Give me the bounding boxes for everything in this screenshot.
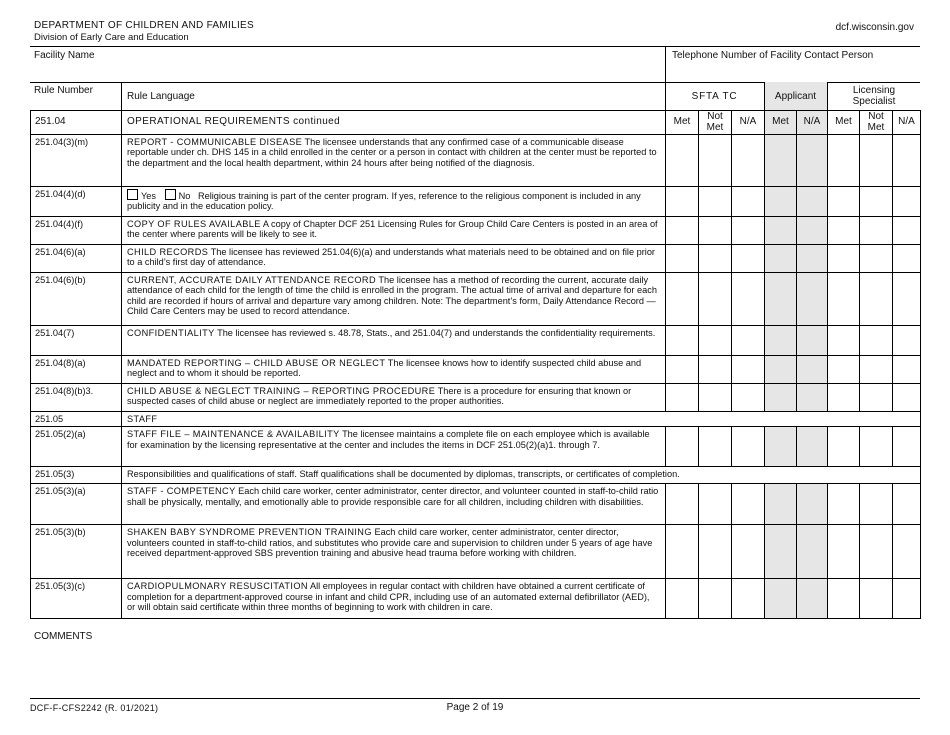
table-row (31, 217, 921, 245)
rule-number: 251.04(6)(b) (31, 273, 122, 326)
specialist-not-met-cell[interactable] (860, 484, 893, 525)
applicant-met-cell[interactable] (765, 579, 797, 619)
rule-number: 251.05(3) (31, 467, 122, 484)
applicant-na-header: N/A (797, 111, 828, 135)
specialist-na-cell[interactable] (893, 187, 921, 217)
sfta-not-met-cell[interactable] (699, 273, 732, 326)
specialist-not-met-cell[interactable] (860, 217, 893, 245)
sfta-met-header: Met (666, 111, 699, 135)
rule-language (122, 484, 666, 525)
specialist-na-cell[interactable] (893, 326, 921, 356)
sfta-met-cell[interactable] (666, 579, 699, 619)
table-row (31, 187, 921, 217)
rule-number: 251.04 (31, 111, 122, 135)
rule-text: Each child care worker, center administrator, center director, and volunteer counted in staff-to-child ratio shall be physically, mentally, and emotionally able to provide responsible care for all children, including children with disabilities. (127, 486, 659, 507)
rule-number: 251.05(2)(a) (31, 427, 122, 467)
specialist-not-met-cell[interactable] (860, 427, 893, 467)
specialist-met-cell[interactable] (828, 326, 860, 356)
section-note: Responsibilities and qualifications of staff. Staff qualifications shall be documented by diplomas, transcripts, or certificates of completion. (122, 467, 921, 484)
table-row (31, 525, 921, 579)
sfta-met-cell[interactable] (666, 135, 699, 187)
rule-language (122, 326, 666, 356)
specialist-na-header: N/A (893, 111, 921, 135)
rule-language (122, 245, 666, 273)
applicant-met-cell[interactable] (765, 187, 797, 217)
table-row (31, 579, 921, 619)
specialist-met-cell[interactable] (828, 579, 860, 619)
rule-language (122, 217, 666, 245)
rule-text: Religious training is part of the center program. If yes, reference to the religious component is included in any publicity and in the education policy. (127, 191, 641, 212)
division-name: Division of Early Care and Education (34, 32, 189, 43)
rule-text: The licensee has reviewed s. 48.78, Stats., and 251.04(7) and understands the confidentiality requirements. (217, 328, 656, 338)
rule-text: The licensee knows how to identify suspected child abuse and neglect and to whom it should be reported. (127, 358, 642, 379)
sfta-na-cell[interactable] (732, 245, 765, 273)
rule-title: CHILD ABUSE & NEGLECT TRAINING – REPORTING PROCEDURE (127, 386, 436, 396)
rule-title: STAFF - COMPETENCY (127, 486, 236, 497)
specialist-not-met-cell[interactable] (860, 135, 893, 187)
specialist-not-met-cell[interactable] (860, 525, 893, 579)
sfta-na-cell[interactable] (732, 217, 765, 245)
applicant-na-cell[interactable] (797, 384, 828, 412)
table-row (31, 111, 921, 135)
rule-number: 251.04(8)(b)3. (31, 384, 122, 412)
yes-label: Yes (141, 191, 156, 201)
rule-text: There is a procedure for ensuring that known or suspected cases of child abuse or neglect are immediately reported to the proper authorities. (127, 386, 632, 407)
rule-title: COPY OF RULES AVAILABLE (127, 219, 261, 229)
footer-rule (30, 698, 920, 699)
specialist-na-cell[interactable] (893, 217, 921, 245)
sfta-na-cell[interactable] (732, 525, 765, 579)
rule-number: 251.05(3)(a) (31, 484, 122, 525)
rule-number: 251.04(8)(a) (31, 356, 122, 384)
sfta-not-met-cell[interactable] (699, 384, 732, 412)
specialist-not-met-cell[interactable] (860, 579, 893, 619)
header-divider-1 (121, 82, 122, 110)
specialist-met-cell[interactable] (828, 217, 860, 245)
applicant-na-cell[interactable] (797, 525, 828, 579)
table-row (31, 427, 921, 467)
rule-language (122, 384, 666, 412)
sfta-not-met-cell[interactable] (699, 217, 732, 245)
header-top-rule (30, 46, 920, 47)
rule-language: OPERATIONAL REQUIREMENTS continued (122, 111, 666, 135)
applicant-met-cell[interactable] (765, 245, 797, 273)
sfta-not-met-cell[interactable] (699, 525, 732, 579)
sfta-met-cell[interactable] (666, 273, 699, 326)
applicant-met-cell[interactable] (765, 273, 797, 326)
facility-divider (665, 46, 666, 82)
applicant-met-cell[interactable] (765, 135, 797, 187)
table-row (31, 384, 921, 412)
sfta-met-cell[interactable] (666, 245, 699, 273)
applicant-na-cell[interactable] (797, 273, 828, 326)
rule-language (122, 525, 666, 579)
applicant-met-cell[interactable] (765, 356, 797, 384)
applicant-header: Applicant (774, 91, 817, 102)
table-row (31, 245, 921, 273)
specialist-na-cell[interactable] (893, 579, 921, 619)
sfta-met-cell[interactable] (666, 525, 699, 579)
applicant-na-cell[interactable] (797, 326, 828, 356)
applicant-na-cell[interactable] (797, 135, 828, 187)
table-row (31, 412, 921, 427)
sfta-na-cell[interactable] (732, 484, 765, 525)
sfta-na-cell[interactable] (732, 135, 765, 187)
no-label: No (178, 191, 191, 201)
facility-name-field[interactable] (34, 64, 654, 78)
comments-field[interactable] (34, 646, 920, 694)
phone-field[interactable] (672, 64, 912, 78)
specialist-not-met-cell[interactable] (860, 326, 893, 356)
sfta-met-cell[interactable] (666, 356, 699, 384)
licensing-specialist-header: Licensing Specialist (852, 85, 896, 107)
specialist-not-met-cell[interactable] (860, 273, 893, 326)
sfta-na-cell[interactable] (732, 326, 765, 356)
specialist-na-cell[interactable] (893, 484, 921, 525)
yes-checkbox[interactable] (127, 189, 138, 200)
applicant-na-cell[interactable] (797, 217, 828, 245)
rule-title: SHAKEN BABY SYNDROME PREVENTION TRAINING (127, 527, 372, 538)
sfta-not-met-cell[interactable] (699, 326, 732, 356)
sfta-met-cell[interactable] (666, 384, 699, 412)
rules-table (30, 110, 921, 619)
sfta-na-cell[interactable] (732, 427, 765, 467)
specialist-met-cell[interactable] (828, 245, 860, 273)
rule-text: The licensee maintains a complete file on each employee which is available for examination by the licensing representative at the center and includes the items in DCF 251.05(2)(a)1. through 7. (127, 429, 650, 450)
applicant-met-cell[interactable] (765, 217, 797, 245)
sfta-na-cell[interactable] (732, 273, 765, 326)
sfta-met-cell[interactable] (666, 187, 699, 217)
rule-number: 251.04(7) (31, 326, 122, 356)
table-row (31, 356, 921, 384)
sfta-met-cell[interactable] (666, 427, 699, 467)
sfta-not-met-cell[interactable] (699, 484, 732, 525)
rule-language (122, 356, 666, 384)
facility-name-label: Facility Name (34, 50, 95, 61)
table-row (31, 484, 921, 525)
rule-language (122, 187, 666, 217)
sfta-met-cell[interactable] (666, 484, 699, 525)
specialist-not-met-cell[interactable] (860, 356, 893, 384)
applicant-na-cell[interactable] (797, 579, 828, 619)
specialist-met-header: Met (828, 111, 860, 135)
specialist-met-cell[interactable] (828, 273, 860, 326)
phone-label: Telephone Number of Facility Contact Person (672, 50, 874, 61)
sfta-not-met-cell[interactable] (699, 187, 732, 217)
sfta-na-cell[interactable] (732, 187, 765, 217)
sfta-not-met-cell[interactable] (699, 135, 732, 187)
specialist-not-met-cell[interactable] (860, 245, 893, 273)
table-row (31, 467, 921, 484)
rule-language (122, 135, 666, 187)
sfta-not-met-cell[interactable] (699, 245, 732, 273)
rule-number: 251.04(4)(f) (31, 217, 122, 245)
applicant-met-cell[interactable] (765, 326, 797, 356)
rule-title: CHILD RECORDS (127, 247, 209, 257)
specialist-na-cell[interactable] (893, 356, 921, 384)
specialist-not-met-header: Not Met (860, 111, 893, 135)
rule-text: The licensee understands that any confirmed case of a communicable disease reportable under ch. DHS 145 in a child enrolled in the center or a person in contact with children at the center must be reported to the department and the local health department, within 24 hours after being notified of the diagnosis. (127, 137, 657, 168)
applicant-na-cell[interactable] (797, 245, 828, 273)
department-name: DEPARTMENT OF CHILDREN AND FAMILIES (34, 20, 254, 31)
rule-language-header: Rule Language (127, 91, 195, 102)
sfta-not-met-cell[interactable] (699, 427, 732, 467)
sfta-not-met-cell[interactable] (699, 356, 732, 384)
specialist-met-cell[interactable] (828, 187, 860, 217)
sfta-not-met-cell[interactable] (699, 579, 732, 619)
rule-number: 251.05 (31, 412, 122, 427)
specialist-met-cell[interactable] (828, 525, 860, 579)
rule-number: 251.05(3)(c) (31, 579, 122, 619)
applicant-na-cell[interactable] (797, 484, 828, 525)
applicant-met-cell[interactable] (765, 525, 797, 579)
rule-text: Each child care worker, center administrator, center director, volunteers counted in staff-to-child ratios, and substitutes who provide care and supervision to children under 5 years of age have received department-approved SBS prevention training and abusive head trauma before working with children. (127, 527, 653, 559)
rule-title: CARDIOPULMONARY RESUSCITATION (127, 581, 308, 592)
applicant-na-cell[interactable] (797, 427, 828, 467)
rule-title: CURRENT, ACCURATE DAILY ATTENDANCE RECORD (127, 275, 377, 285)
rule-number: 251.05(3)(b) (31, 525, 122, 579)
specialist-na-cell[interactable] (893, 245, 921, 273)
section-heading: STAFF (122, 412, 921, 427)
sfta-na-cell[interactable] (732, 384, 765, 412)
sfta-na-cell[interactable] (732, 356, 765, 384)
specialist-met-cell[interactable] (828, 427, 860, 467)
specialist-met-cell[interactable] (828, 384, 860, 412)
sfta-met-cell[interactable] (666, 217, 699, 245)
specialist-na-cell[interactable] (893, 273, 921, 326)
sfta-tc-header: SFTA TC (691, 91, 738, 102)
rule-number: 251.04(4)(d) (31, 187, 122, 217)
specialist-na-cell[interactable] (893, 384, 921, 412)
website-link[interactable]: dcf.wisconsin.gov (835, 22, 914, 33)
sfta-na-header: N/A (732, 111, 765, 135)
specialist-na-cell[interactable] (893, 135, 921, 187)
specialist-na-cell[interactable] (893, 525, 921, 579)
table-row (31, 273, 921, 326)
applicant-met-cell[interactable] (765, 484, 797, 525)
specialist-met-cell[interactable] (828, 356, 860, 384)
applicant-na-cell[interactable] (797, 187, 828, 217)
applicant-na-cell[interactable] (797, 356, 828, 384)
sfta-met-cell[interactable] (666, 326, 699, 356)
comments-label: COMMENTS (34, 631, 93, 642)
rule-number: 251.04(6)(a) (31, 245, 122, 273)
page-number: Page 2 of 19 (446, 702, 504, 713)
specialist-not-met-cell[interactable] (860, 384, 893, 412)
specialist-not-met-cell[interactable] (860, 187, 893, 217)
rule-title: MANDATED REPORTING – CHILD ABUSE OR NEGLECT (127, 358, 386, 368)
specialist-na-cell[interactable] (893, 427, 921, 467)
applicant-met-cell[interactable] (765, 427, 797, 467)
no-checkbox[interactable] (165, 189, 176, 200)
sfta-na-cell[interactable] (732, 579, 765, 619)
form-number: DCF-F-CFS2242 (R. 01/2021) (30, 703, 159, 713)
rule-language (122, 579, 666, 619)
rule-title: REPORT - COMMUNICABLE DISEASE (127, 137, 303, 147)
table-row (31, 135, 921, 187)
specialist-met-cell[interactable] (828, 135, 860, 187)
rule-text: The licensee has reviewed 251.04(6)(a) and understands what materials need to be obtained and on file prior to a child’s first day of attendance. (127, 247, 655, 268)
rule-text: All employees in regular contact with children have obtained a current certificate of completion for a department-approved course in infant and child CPR, including use of an automated external defibrillator (AED), or will obtain said certificate within three months of beginning to work with children in care. (127, 581, 650, 613)
rule-number-header: Rule Number (34, 85, 93, 96)
rule-language (122, 427, 666, 467)
rule-title: CONFIDENTIALITY (127, 328, 215, 338)
applicant-met-header: Met (765, 111, 797, 135)
rule-text: The licensee has a method of recording the current, accurate daily attendance of each child for the length of time the child is enrolled in the program. The actual time of arrival and departure for each child are recorded if hours of arrival and departure vary among children. Note: The department’s form, Daily Attendance Record — Child Care Centers may be used to record attendance. (127, 275, 657, 317)
sfta-not-met-header: Not Met (699, 111, 732, 135)
rule-title: STAFF FILE – MAINTENANCE & AVAILABILITY (127, 429, 340, 440)
specialist-met-cell[interactable] (828, 484, 860, 525)
rule-language (122, 273, 666, 326)
rule-text: A copy of Chapter DCF 251 Licensing Rules for Group Child Care Centers is posted in an area of the center where parents will be likely to see it. (127, 219, 658, 240)
header-divider-4 (827, 82, 828, 110)
table-row (31, 326, 921, 356)
rule-number: 251.04(3)(m) (31, 135, 122, 187)
applicant-met-cell[interactable] (765, 384, 797, 412)
